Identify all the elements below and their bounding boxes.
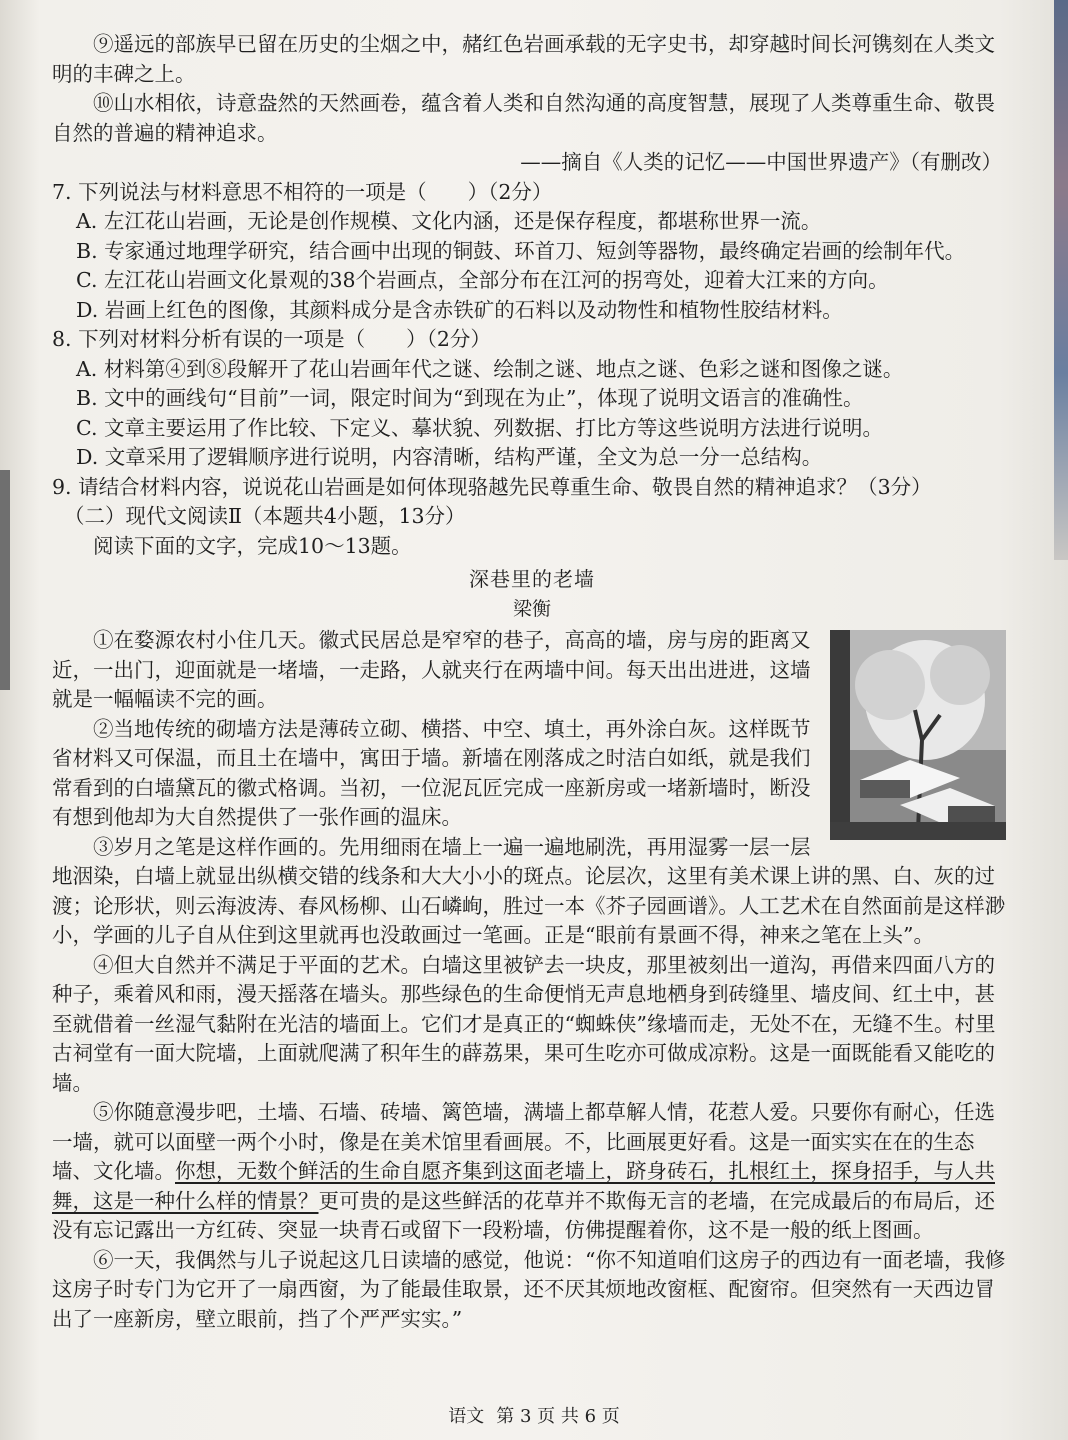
background-cloth <box>1054 0 1068 560</box>
page-content <box>52 30 1012 1334</box>
question-8-option-d: D. 文章采用了逻辑顺序进行说明，内容清晰，结构严谨，全文为总一分一总结构。 <box>76 445 823 469</box>
question-8-option-c: C. 文章主要运用了作比较、下定义、摹状貌、列数据、打比方等这些说明方法进行说明。 <box>76 415 883 440</box>
paragraph-5-text-before: ⑤你随意漫步吧，土墙、石墙、砖墙、篱笆墙，满墙上都草解人情，花惹人爱。只要你有耐心，任选一墙，就可以面壁一两个小时，像是在美术馆里看画展。不，比画展更好看。这是一面实实在在的生态墙、文化墙。 <box>52 1100 995 1183</box>
question-8-stem: 8. 下列对材料分析有误的一项是（ ）（2分） <box>52 327 491 351</box>
landscape-photo-icon <box>830 630 1006 840</box>
page-footer <box>0 1402 1068 1428</box>
paragraph-5-underlined-sentence: 你想，无数个鲜活的生命自愿齐集到这面老墙上，跻身砖石，扎根红土，探身招手，与人共舞，这是一种什么样的情景？ <box>52 1159 995 1213</box>
paragraph-5-text-after: 更可贵的是这些鲜活的花草并不欺侮无言的老墙，在完成最后的布局后，还没有忘记露出一方红砖、突显一块青石或留下一段粉墙，仿佛提醒着你，这不是一般的纸上图画。 <box>52 1188 995 1242</box>
article-paragraph-4: ④但大自然并不满足于平面的艺术。白墙这里被铲去一块皮，那里被刻出一道沟，再借来四面八方的种子，乘着风和雨，漫天摇落在墙头。那些绿色的生命便悄无声息地栖身到砖缝里、墙皮间、红土中，甚至就借着一丝湿气黏附在光洁的墙面上。它们才是真正的“蜘蛛侠”缘墙而走，无处不在，无缝不生。村里古祠堂有一面大院墙，上面就爬满了积年生的薜荔果，果可生吃亦可做成凉粉。这是一面既能看又能吃的墙。 <box>52 952 996 1095</box>
reading-paragraph-9: ⑨遥远的部族早已留在历史的尘烟之中，赭红色岩画承载的无字史书，却穿越时间长河镌刻在人类文明的丰碑之上。 <box>52 32 995 86</box>
article-paragraph-6: ⑥一天，我偶然与儿子说起这几日读墙的感觉，他说：“你不知道咱们这房子的西边有一面老墙，我修这房子时专门为它开了一扇西窗，为了能最佳取景，还不厌其烦地改窗框、配窗帘。但突然有一天西边冒出了一座新房，壁立眼前，挡了个严严实实。” <box>52 1247 1006 1331</box>
question-7-stem: 7. 下列说法与材料意思不相符的一项是（ ）（2分） <box>52 179 553 204</box>
article-paragraph-5 <box>52 1098 1012 1246</box>
question-7-option-a: A. 左江花山岩画，无论是创作规模、文化内涵，还是保存程度，都堪称世界一流。 <box>76 209 822 233</box>
article-author: 梁衡 <box>512 597 551 620</box>
article-paragraph-3: ③岁月之笔是这样作画的。先用细雨在墙上一遍一遍地刷洗，再用湿雾一层一层地洇染，白墙上就显出纵横交错的线条和大大小小的斑点。论层次，这里有美术课上讲的黑、白、灰的过渡；论形状，则云海波涛、春风杨柳、山石嶙峋，胜过一本《芥子园画谱》。人工艺术在自然面前是这样渺小，学画的儿子自从住到这里就再也没敢画过一笔画。正是“眼前有景画不得，神来之笔在上头”。 <box>52 834 1006 947</box>
section-instruction: 阅读下面的文字，完成10～13题。 <box>93 533 412 558</box>
question-7-option-b: B. 专家通过地理学研究，结合画中出现的铜鼓、环首刀、短剑等器物，最终确定岩画的绘制年代。 <box>76 238 966 263</box>
source-citation: ——摘自《人类的记忆——中国世界遗产》（有删改） <box>520 150 1002 174</box>
page-edge-shadow <box>0 470 10 690</box>
article-paragraph-2: ②当地传统的砌墙方法是薄砖立砌、横搭、中空、填土，再外涂白灰。这样既节省材料又可保温，而且土在墙中，寓田于墙。新墙在刚落成之时洁白如纸，就是我们常看到的白墙黛瓦的徽式格调。当初，一位泥瓦匠完成一座新房或一堵新墙时，断没有想到他却为大自然提供了一张作画的温床。 <box>52 716 811 829</box>
question-7-option-d: D. 岩画上红色的图像，其颜料成分是含赤铁矿的石料以及动物性和植物性胶结材料。 <box>76 297 843 322</box>
photo-illustration <box>830 630 1006 840</box>
article-title: 深巷里的老墙 <box>469 567 595 591</box>
article-paragraph-1: ①在婺源农村小住几天。徽式民居总是窄窄的巷子，高高的墙，房与房的距离又近，一出门，迎面就是一堵墙，一走路，人就夹行在两墙中间。每天出出进进，这墙就是一幅幅读不完的画。 <box>52 628 811 711</box>
reading-paragraph-10: ⑩山水相依，诗意盎然的天然画卷，蕴含着人类和自然沟通的高度智慧，展现了人类尊重生命、敬畏自然的普遍的精神追求。 <box>52 91 995 145</box>
question-8-option-a: A. 材料第④到⑧段解开了花山岩画年代之谜、绘制之谜、地点之谜、色彩之谜和图像之谜。 <box>76 356 904 381</box>
section-heading: （二）现代文阅读Ⅱ（本题共4小题，13分） <box>64 504 466 528</box>
footer-subject: 语文 <box>448 1406 485 1427</box>
question-7-option-c: C. 左江花山岩画文化景观的38个岩画点，全部分布在江河的拐弯处，迎着大江来的方向。 <box>76 268 889 292</box>
question-8-option-b: B. 文中的画线句“目前”一词，限定时间为“到现在为止”，体现了说明文语言的准确性。 <box>76 386 864 410</box>
article-body <box>52 626 1012 1334</box>
question-9-stem: 9. 请结合材料内容，说说花山岩画是如何体现骆越先民尊重生命、敬畏自然的精神追求？（3分） <box>52 474 932 499</box>
footer-page-number: 第 3 页 共 6 页 <box>496 1406 620 1427</box>
